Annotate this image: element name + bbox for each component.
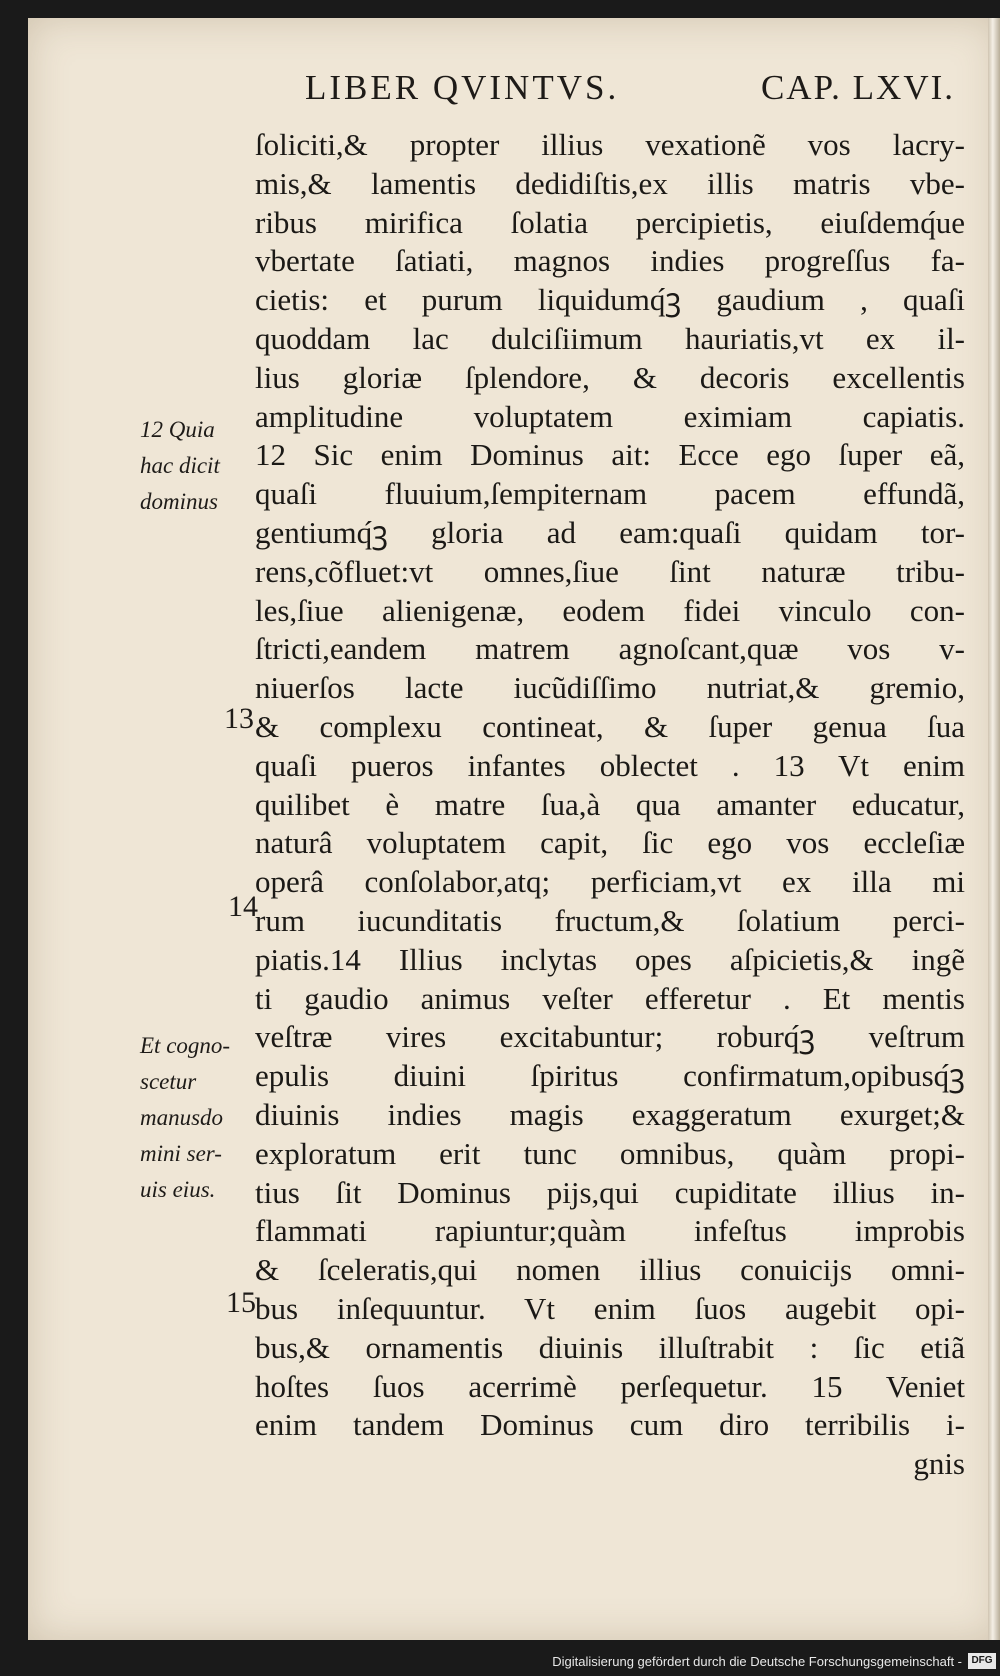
text-line: rum iucunditatis fructum,& ſolatium perci-: [255, 902, 965, 938]
margin-note-line: scetur: [140, 1069, 197, 1094]
text-line: diuinis indies magis exaggeratum exurget;&: [255, 1096, 965, 1132]
margin-note-line: uis eius.: [140, 1177, 216, 1202]
margin-note-et-cognoscetur: [140, 1028, 230, 1208]
digitization-footer: [552, 1650, 996, 1672]
dfg-logo: DFG: [968, 1653, 996, 1669]
main-text-block: [255, 126, 965, 1484]
verse-number: 15: [226, 1286, 256, 1319]
text-line: vbertate ſatiati, magnos indies progreſſus fa-: [255, 243, 965, 279]
text-line: 12 Sic enim Dominus ait: Ecce ego ſuper eã,: [255, 437, 965, 473]
text-line: ti gaudio animus veſter efferetur . Et mentis: [255, 980, 965, 1016]
text-line: & ſceleratis,qui nomen illius conuicijs omni-: [255, 1252, 965, 1288]
text-line: operâ conſolabor,atq; perficiam,vt ex illa mi: [255, 864, 965, 900]
funding-credit: Digitalisierung gefördert durch die Deutsche Forschungsgemeinschaft -: [552, 1653, 962, 1669]
margin-notes: [0, 0, 260, 1622]
text-line: quaſi fluuium,ſempiternam pacem effundã,: [255, 476, 965, 512]
text-line: ribus mirifica ſolatia percipietis, eiuſdemq́ue: [255, 204, 965, 240]
page-edge: [988, 18, 1000, 1640]
text-line: epulis diuini ſpiritus confirmatum,opibusq́ꝫ: [255, 1058, 965, 1094]
text-line: bus,& ornamentis diuinis illuſtrabit : ſic etiã: [255, 1329, 965, 1365]
text-line: naturâ voluptatem capit, ſic ego vos eccleſiæ: [255, 825, 965, 861]
margin-note-line: mini ser-: [140, 1141, 222, 1166]
text-line: ſtricti,eandem matrem agnoſcant,quæ vos v-: [255, 631, 965, 667]
margin-note-line: 12 Quia: [140, 417, 215, 442]
chapter-number: CAP. LXVI.: [760, 68, 955, 107]
text-line: rens,cõfluet:vt omnes,ſiue ſint naturæ tribu-: [255, 553, 965, 589]
text-line: les,ſiue alienigenæ, eodem fidei vinculo con-: [255, 592, 965, 628]
running-head: LIBER QVINTVS.: [305, 68, 620, 107]
text-line: ſoliciti,& propter illius vexationẽ vos lacry-: [255, 127, 965, 162]
text-line: exploratum erit tunc omnibus, quàm propi-: [255, 1135, 965, 1171]
text-line: cietis: et purum liquidumq́ꝫ gaudium , quaſi: [255, 282, 965, 318]
text-line: bus inſequuntur. Vt enim ſuos augebit opi-: [255, 1290, 965, 1326]
text-line: piatis.14 Illius inclytas opes aſpicietis,& ingẽ: [255, 941, 965, 977]
margin-note-line: dominus: [140, 489, 218, 514]
text-line: flammati rapiuntur;quàm infeſtus improbis: [255, 1213, 965, 1249]
text-line: amplitudine voluptatem eximiam capiatis.: [255, 398, 965, 434]
text-line: veſtræ vires excitabuntur; roburq́ꝫ veſtrum: [255, 1019, 965, 1055]
text-line: hoſtes ſuos acerrimè perſequetur. 15 Veniet: [255, 1368, 965, 1404]
text-line: quoddam lac dulciſiimum hauriatis,vt ex il-: [255, 320, 965, 356]
text-line: lius gloriæ ſplendore, & decoris excellentis: [255, 359, 965, 395]
margin-note-line: manusdo: [140, 1105, 224, 1130]
text-line: gnis: [913, 1446, 965, 1482]
text-line: quilibet è matre ſua,à qua amanter educatur,: [255, 786, 965, 822]
text-line: gentiumq́ꝫ gloria ad eam:quaſi quidam tor-: [255, 514, 965, 550]
verse-number: 13: [224, 702, 254, 735]
text-line: enim tandem Dominus cum diro terribilis i-: [255, 1407, 965, 1443]
verse-number: 14: [228, 890, 258, 923]
text-line: quaſi pueros infantes oblectet . 13 Vt enim: [255, 747, 965, 783]
page-header: [305, 68, 965, 118]
text-line: & complexu contineat, & ſuper genua ſua: [255, 708, 965, 744]
margin-note-line: Et cogno-: [140, 1033, 231, 1058]
margin-note-quia: [140, 412, 220, 520]
margin-note-line: hac dicit: [140, 453, 220, 478]
text-line: tius ſit Dominus pijs,qui cupiditate illius in-: [255, 1174, 965, 1210]
text-line: mis,& lamentis dedidiſtis,ex illis matris vbe-: [255, 165, 965, 201]
text-line: niuerſos lacte iucũdiſſimo nutriat,& gremio,: [255, 670, 965, 706]
